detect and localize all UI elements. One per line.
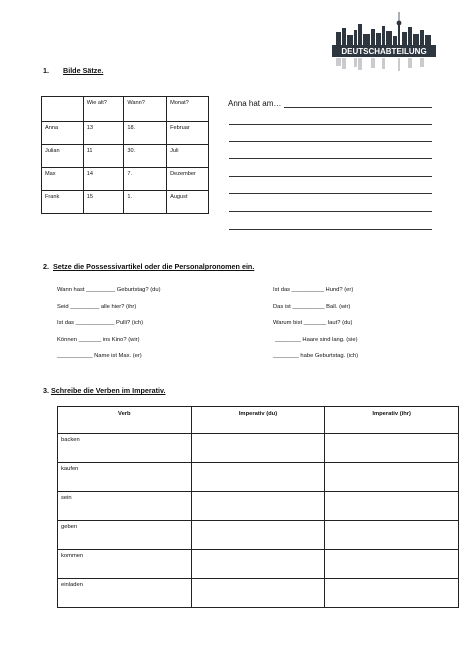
table-cell: 7.: [124, 168, 167, 191]
answer-line[interactable]: [284, 107, 432, 108]
exercise-sentence: ___________ Name ist Max. (er): [57, 353, 142, 359]
table-cell: Anna: [42, 122, 84, 145]
section1-title: Bilde Sätze.: [63, 66, 104, 75]
answer-cell[interactable]: [191, 579, 325, 608]
table-cell: Februar: [167, 122, 209, 145]
exercise-sentence: Können _______ ins Kino? (wir): [57, 337, 140, 343]
answer-cell[interactable]: [191, 521, 325, 550]
exercise-sentence: Ist das __________ Hund? (er): [273, 287, 354, 293]
verb-cell: kaufen: [58, 463, 192, 492]
section1-heading: [43, 66, 103, 75]
answer-line[interactable]: [229, 211, 432, 212]
table-cell: Max: [42, 168, 84, 191]
answer-line[interactable]: [229, 176, 432, 177]
answer-cell[interactable]: [325, 463, 459, 492]
section2-title: Setze die Possessivartikel oder die Personalpronomen ein.: [53, 262, 255, 271]
table-row: [42, 168, 209, 191]
answer-cell[interactable]: [191, 550, 325, 579]
answer-line[interactable]: [229, 158, 432, 159]
verb-cell: geben: [58, 521, 192, 550]
table-cell: 13: [83, 122, 124, 145]
table-header-cell: Imperativ (ihr): [325, 407, 459, 434]
answer-cell[interactable]: [191, 492, 325, 521]
table-row: [42, 122, 209, 145]
table-row: [58, 579, 459, 608]
answer-line[interactable]: [229, 229, 432, 230]
table-header-row: [42, 97, 209, 122]
table-header-cell: Wie alt?: [83, 97, 124, 122]
answer-line[interactable]: [229, 124, 432, 125]
exercise-sentence: Wann hast _________ Geburtstag? (du): [57, 287, 161, 293]
table-cell: 15: [83, 191, 124, 214]
table-header-cell: Monat?: [167, 97, 209, 122]
table-cell: Frank: [42, 191, 84, 214]
table-cell: Julian: [42, 145, 84, 168]
exercise-sentence: Ist das ____________ Pulli? (ich): [57, 320, 144, 326]
section1-number: 1.: [43, 66, 49, 75]
table-header-cell: [42, 97, 84, 122]
answer-cell[interactable]: [191, 463, 325, 492]
table-row: [58, 463, 459, 492]
exercise-sentence: Seid _________ alle hier? (ihr): [57, 304, 137, 310]
table-cell: 30.: [124, 145, 167, 168]
section2-number: 2.: [43, 262, 49, 271]
table-row: [58, 492, 459, 521]
answer-line[interactable]: [229, 141, 432, 142]
answer-cell[interactable]: [191, 434, 325, 463]
table-cell: 14: [83, 168, 124, 191]
exercise-sentence: ________ habe Geburtstag. (ich): [273, 353, 359, 359]
table-header-row: [58, 407, 459, 434]
section3-title: Schreibe die Verben im Imperativ.: [51, 386, 166, 395]
verb-cell: einladen: [58, 579, 192, 608]
table-cell: Juli: [167, 145, 209, 168]
answer-line[interactable]: [229, 193, 432, 194]
table-row: [58, 434, 459, 463]
table-row: [42, 191, 209, 214]
table-row: [58, 521, 459, 550]
table-cell: Dezember: [167, 168, 209, 191]
exercise-sentence: Das ist __________ Ball. (wir): [273, 304, 351, 310]
table-cell: August: [167, 191, 209, 214]
info-table: [41, 96, 209, 214]
answer-cell[interactable]: [325, 492, 459, 521]
table-header-cell: Verb: [58, 407, 192, 434]
answer-cell[interactable]: [325, 550, 459, 579]
exercise-sentence: ________ Haare sind lang. (sie): [275, 337, 358, 343]
exercise-sentence: Warum bist _______ laut? (du): [273, 320, 353, 326]
table-cell: 11: [83, 145, 124, 168]
table-header-cell: Wann?: [124, 97, 167, 122]
table-cell: 1.: [124, 191, 167, 214]
imperative-table: [57, 406, 459, 608]
table-cell: 18.: [124, 122, 167, 145]
table-header-cell: Imperativ (du): [191, 407, 325, 434]
table-row: [58, 550, 459, 579]
answer-cell[interactable]: [325, 521, 459, 550]
section3-heading: [43, 386, 166, 395]
section3-number: 3.: [43, 386, 49, 395]
table-row: [42, 145, 209, 168]
answer-cell[interactable]: [325, 434, 459, 463]
answer-prompt: Anna hat am…: [228, 99, 282, 108]
verb-cell: kommen: [58, 550, 192, 579]
verb-cell: backen: [58, 434, 192, 463]
section2-heading: [43, 262, 254, 271]
answer-cell[interactable]: [325, 579, 459, 608]
logo-text: DEUTSCHABTEILUNG: [341, 47, 427, 56]
verb-cell: sein: [58, 492, 192, 521]
city-skyline-logo: [330, 10, 438, 72]
